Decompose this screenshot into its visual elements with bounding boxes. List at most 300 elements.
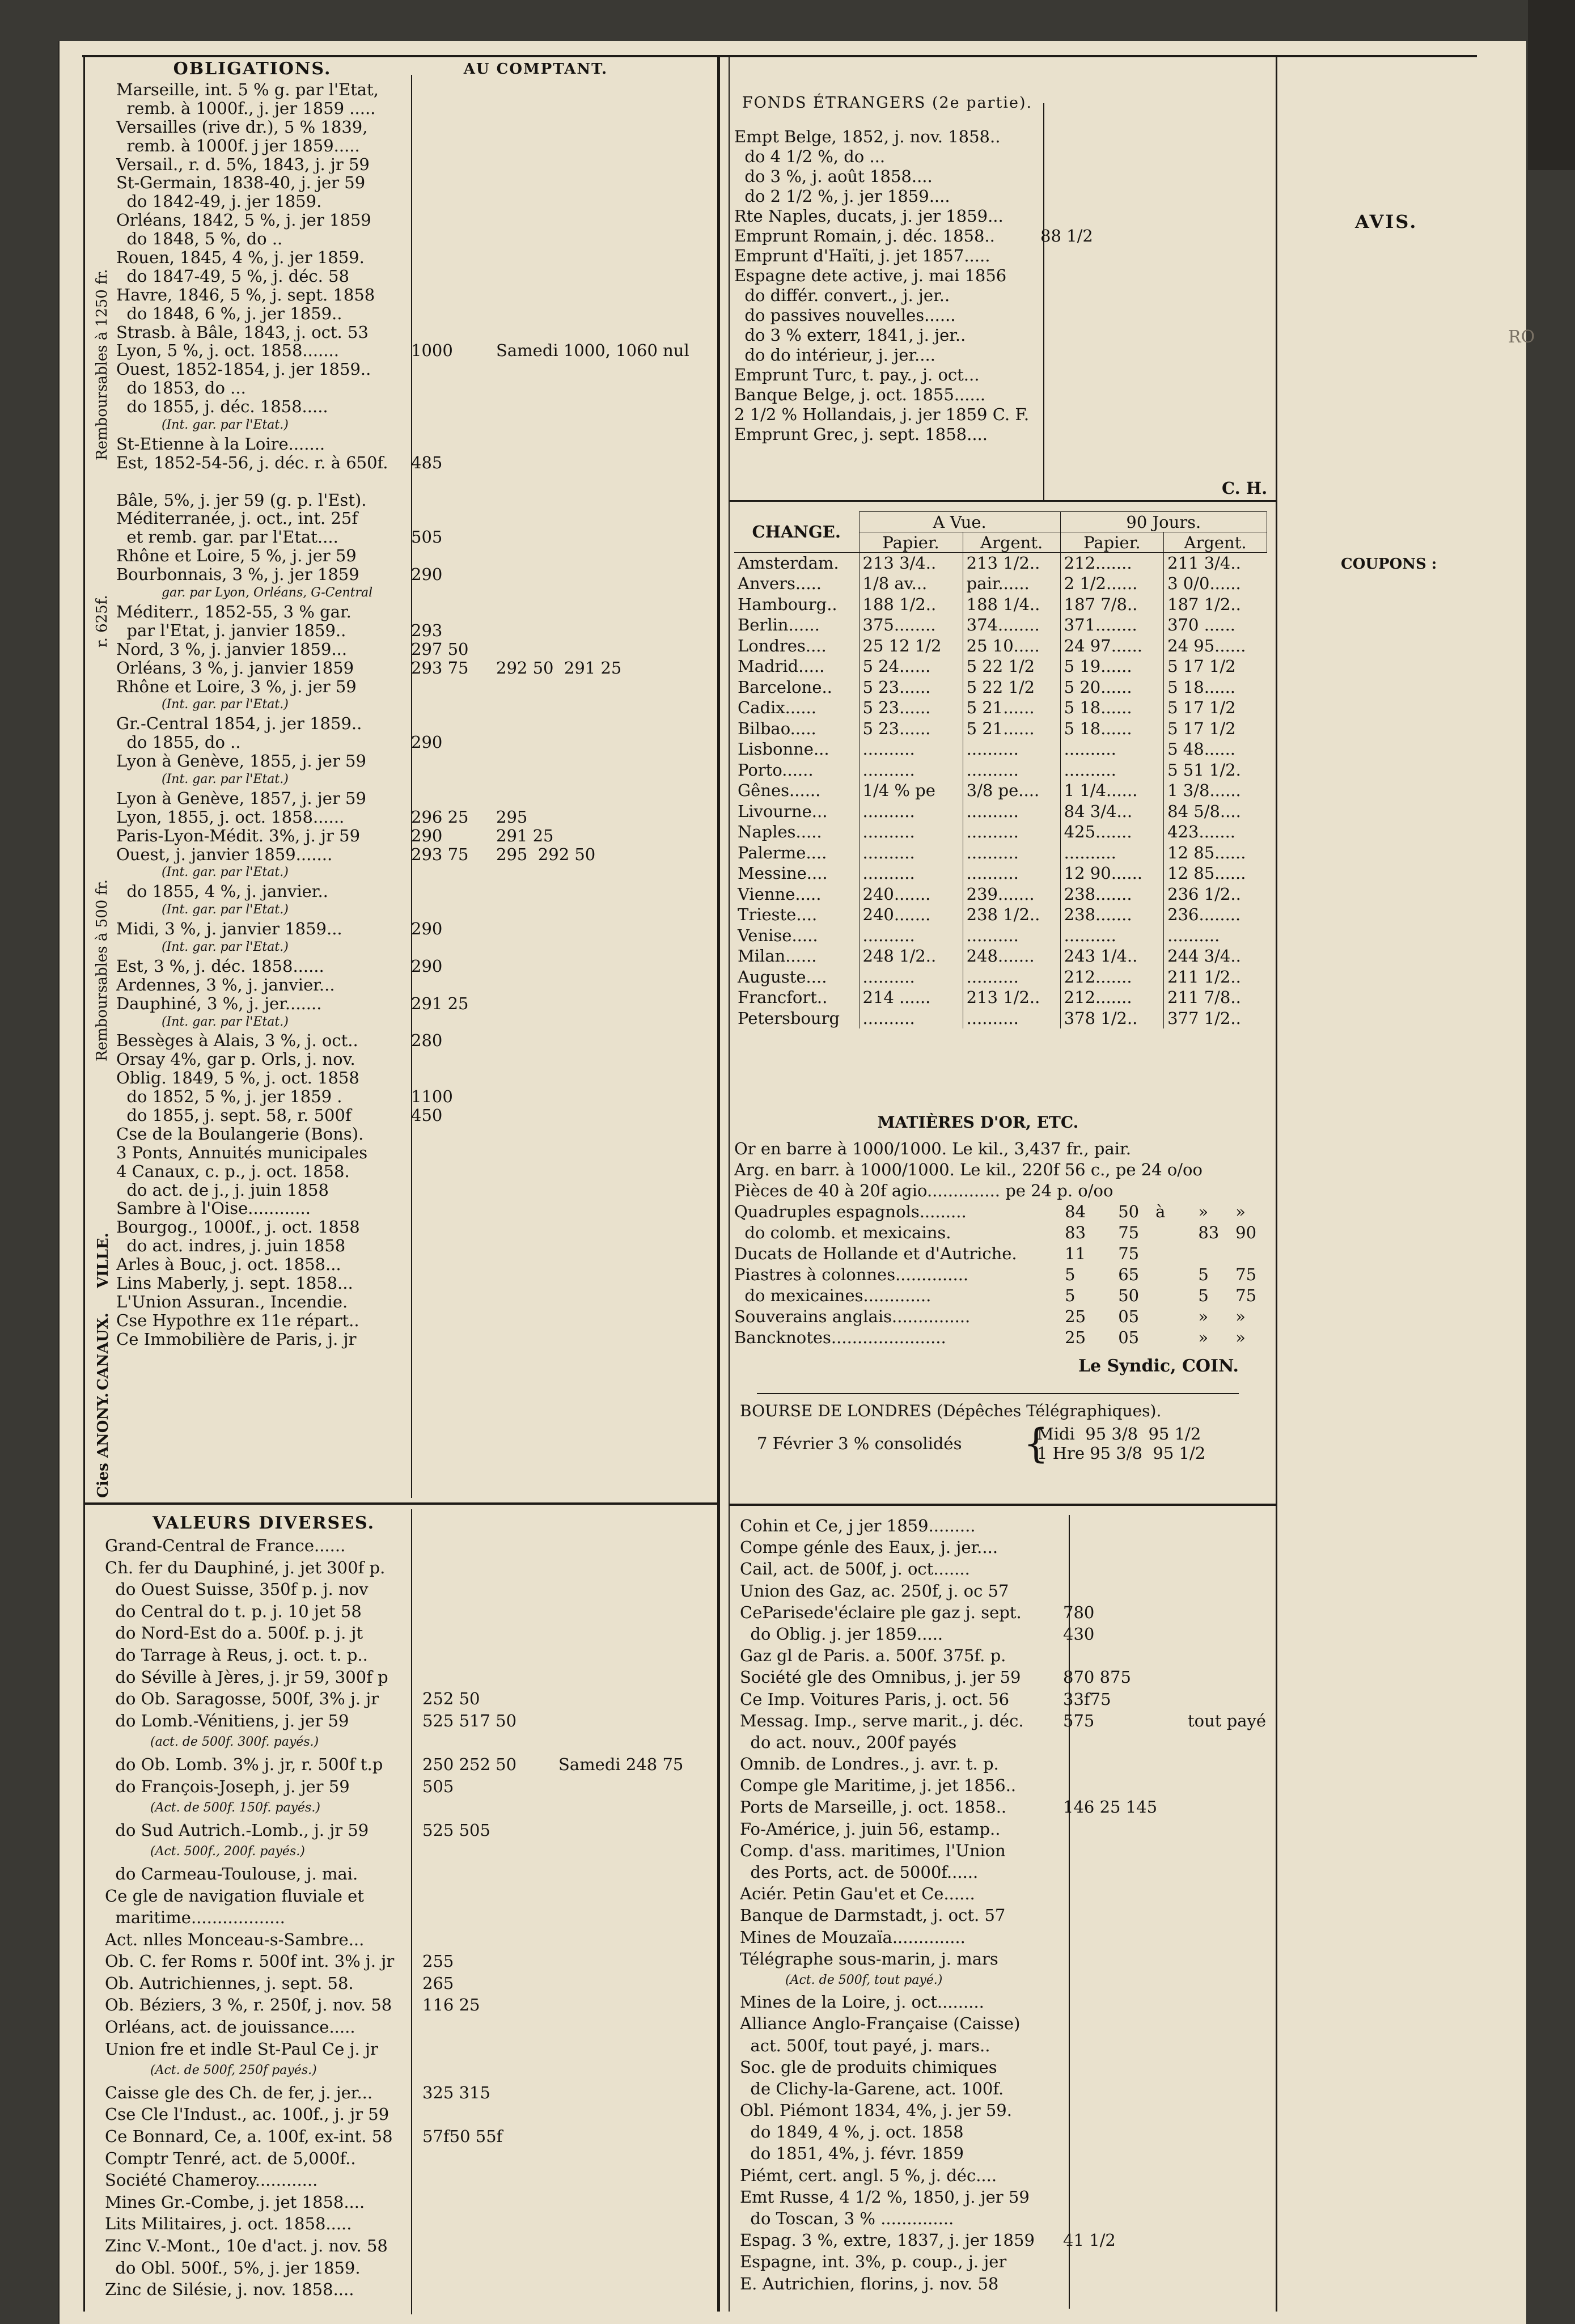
table-row bbox=[734, 760, 1267, 781]
rule-top bbox=[82, 55, 1477, 57]
row-saturday bbox=[496, 248, 712, 267]
row-price bbox=[411, 323, 496, 342]
table-row bbox=[116, 752, 712, 771]
table-row bbox=[116, 584, 712, 603]
row-label: Rte Naples, ducats, j. jer 1859... bbox=[734, 206, 1004, 226]
change-rate: .......... bbox=[1060, 843, 1163, 863]
row-label: Mines Gr.-Combe, j. jet 1858.... bbox=[105, 2192, 365, 2212]
change-rate: 84 3/4... bbox=[1060, 801, 1163, 822]
table-row bbox=[116, 379, 712, 397]
row-price bbox=[422, 1797, 558, 1819]
change-rate: 5 51 1/2. bbox=[1164, 760, 1267, 781]
row-price bbox=[422, 1863, 558, 1885]
table-row bbox=[116, 920, 712, 938]
table-row bbox=[116, 192, 712, 211]
change-rate: 12 85...... bbox=[1164, 863, 1267, 884]
table-row bbox=[734, 1327, 1273, 1348]
row-label: Cohin et Ce, j jer 1859......... bbox=[740, 1516, 976, 1535]
row-label: do act. de j., j. juin 1858 bbox=[116, 1180, 329, 1200]
row-value: 5 bbox=[1065, 1286, 1076, 1305]
row-price bbox=[1063, 1558, 1188, 1580]
change-city: Gênes...... bbox=[738, 781, 821, 801]
row-saturday bbox=[558, 2082, 712, 2104]
row-saturday bbox=[496, 547, 712, 565]
row-label: Ob. Autrichiennes, j. sept. 58. bbox=[105, 1973, 354, 1993]
jours-papier-header: Papier. bbox=[1060, 532, 1163, 553]
change-city: Auguste.... bbox=[738, 967, 827, 987]
row-price: 290 bbox=[411, 956, 443, 976]
row-label: Lyon, 5 %, j. oct. 1858....... bbox=[116, 341, 339, 361]
table-row bbox=[734, 127, 1273, 147]
table-row bbox=[740, 2186, 1273, 2208]
row-saturday bbox=[1188, 2208, 1273, 2229]
row-saturday bbox=[496, 976, 712, 994]
row-label: Ducats de Hollande et d'Autriche. bbox=[734, 1244, 1017, 1263]
table-row bbox=[105, 2126, 712, 2148]
row-label: Compe gle Maritime, j. jet 1856.. bbox=[740, 1776, 1017, 1796]
change-rate: .......... bbox=[963, 925, 1060, 946]
row-label: Société Chameroy............ bbox=[105, 2170, 318, 2190]
row-saturday bbox=[496, 211, 712, 230]
vue-argent-header: Argent. bbox=[963, 532, 1060, 553]
row-saturday bbox=[496, 1013, 712, 1032]
table-row bbox=[734, 987, 1267, 1008]
row-price bbox=[1063, 1580, 1188, 1602]
change-rate: 5 22 1/2 bbox=[963, 677, 1060, 698]
row-price bbox=[1063, 1775, 1188, 1796]
change-city: Madrid..... bbox=[738, 657, 825, 676]
table-row bbox=[116, 547, 712, 565]
row-value: 50 bbox=[1118, 1202, 1140, 1221]
table-row bbox=[116, 696, 712, 714]
table-row bbox=[734, 656, 1267, 677]
rule-obligations-bottom bbox=[83, 1502, 717, 1505]
row-price bbox=[1063, 2099, 1188, 2121]
row-label: (Int. gar. par l'Etat.) bbox=[162, 772, 289, 786]
row-saturday bbox=[558, 2279, 712, 2301]
row-saturday bbox=[558, 2213, 712, 2235]
row-price bbox=[1063, 1861, 1188, 1883]
row-price: 291 25 bbox=[411, 994, 469, 1013]
table-row bbox=[105, 1776, 712, 1798]
row-price bbox=[411, 211, 496, 230]
table-row bbox=[740, 1710, 1273, 1732]
row-label: Bessèges à Alais, 3 %, j. oct.. bbox=[116, 1031, 358, 1051]
row-value: » bbox=[1198, 1328, 1209, 1347]
row-price bbox=[422, 1907, 558, 1929]
row-value bbox=[1198, 1243, 1235, 1264]
row-saturday bbox=[1188, 2143, 1273, 2164]
row-price: 505 bbox=[422, 1776, 454, 1796]
table-row bbox=[740, 1666, 1273, 1688]
row-label: do 1853, do ... bbox=[116, 379, 246, 398]
row-saturday bbox=[1188, 1666, 1273, 1688]
row-saturday bbox=[496, 752, 712, 771]
row-saturday bbox=[496, 528, 712, 547]
row-price bbox=[1063, 1840, 1188, 1861]
londres-date: 7 Février 3 % consolidés bbox=[757, 1434, 962, 1453]
table-row bbox=[105, 1578, 712, 1601]
change-rate: 236 1/2.. bbox=[1164, 884, 1267, 905]
change-city: Porto...... bbox=[738, 760, 814, 780]
obligations-section bbox=[116, 58, 712, 1501]
row-label: do 1842-49, j. jer 1859. bbox=[116, 192, 322, 211]
change-section bbox=[734, 511, 1273, 1095]
fonds-section bbox=[734, 92, 1273, 500]
row-label: (Act. de 500f. 150f. payés.) bbox=[150, 1801, 320, 1815]
row-saturday bbox=[496, 304, 712, 323]
table-row bbox=[105, 1732, 712, 1754]
table-row bbox=[116, 416, 712, 435]
row-price bbox=[1063, 2056, 1188, 2078]
row-saturday bbox=[1188, 2078, 1273, 2099]
table-row bbox=[734, 636, 1267, 657]
row-price bbox=[411, 603, 496, 621]
table-row bbox=[105, 1688, 712, 1710]
row-saturday bbox=[1188, 2273, 1273, 2295]
table-row bbox=[105, 1557, 712, 1579]
row-saturday bbox=[1188, 1602, 1273, 1623]
row-value: » bbox=[1235, 1307, 1246, 1326]
row-label: Ob. Béziers, 3 %, r. 250f, j. nov. 58 bbox=[105, 1995, 392, 2015]
change-rate: 211 1/2.. bbox=[1164, 967, 1267, 988]
row-price: 290 bbox=[411, 565, 443, 585]
row-label: do 1849, 4 %, j. oct. 1858 bbox=[740, 2122, 964, 2142]
row-label: Mines de la Loire, j. oct......... bbox=[740, 1992, 984, 2012]
syndic-signature: Le Syndic, COIN. bbox=[1078, 1356, 1239, 1376]
row-label: Empt Belge, 1852, j. nov. 1858.. bbox=[734, 127, 1001, 146]
row-price bbox=[411, 509, 496, 528]
row-saturday bbox=[558, 1797, 712, 1819]
table-row bbox=[740, 1688, 1273, 1710]
row-saturday bbox=[1188, 2013, 1273, 2034]
table-row bbox=[105, 1929, 712, 1951]
change-rate: 213 1/2.. bbox=[963, 987, 1060, 1008]
row-label: Espagne dete active, j. mai 1856 bbox=[734, 266, 1007, 285]
row-saturday bbox=[558, 1622, 712, 1644]
valeurs-rows bbox=[105, 1535, 712, 2301]
row-label: Rhône et Loire, 5 %, j. jer 59 bbox=[116, 547, 357, 566]
row-price bbox=[1063, 2078, 1188, 2099]
row-label: Comp. d'ass. maritimes, l'Union bbox=[740, 1840, 1006, 1860]
row-saturday bbox=[1188, 1623, 1273, 1645]
row-saturday bbox=[496, 379, 712, 397]
table-row bbox=[116, 472, 712, 491]
change-rate: 239....... bbox=[963, 884, 1060, 905]
row-saturday bbox=[1188, 1536, 1273, 1558]
row-label: Marseille, int. 5 % g. par l'Etat, bbox=[116, 81, 379, 99]
change-rate: .......... bbox=[1060, 760, 1163, 781]
row-price: 290 bbox=[411, 733, 443, 752]
table-row bbox=[734, 385, 1273, 405]
row-saturday bbox=[496, 397, 712, 416]
row-saturday: Samedi 1000, 1060 nul bbox=[496, 341, 689, 361]
row-label: (Act. 500f., 200f. payés.) bbox=[150, 1844, 305, 1859]
table-row bbox=[740, 1861, 1273, 1883]
row-price bbox=[1063, 2035, 1188, 2056]
row-label: do colomb. et mexicains. bbox=[734, 1223, 951, 1242]
row-label: do 3 %, j. août 1858.... bbox=[734, 167, 933, 186]
table-row bbox=[116, 1162, 712, 1181]
table-row bbox=[116, 211, 712, 230]
rule-col-divider-2 bbox=[729, 55, 730, 2312]
row-label: de Clichy-la-Garene, act. 100f. bbox=[740, 2079, 1004, 2098]
row-label: Compe génle des Eaux, j. jer.... bbox=[740, 1538, 998, 1557]
row-value: 75 bbox=[1118, 1244, 1140, 1263]
table-row bbox=[116, 118, 712, 137]
londres-section bbox=[740, 1399, 1273, 1501]
table-row bbox=[116, 1237, 712, 1255]
table-row bbox=[734, 345, 1273, 365]
table-row bbox=[734, 967, 1267, 988]
matieres-line-1: Or en barre à 1000/1000. Le kil., 3,437 fr., pair. bbox=[734, 1139, 1131, 1158]
row-label: 4 Canaux, c. p., j. oct. 1858. bbox=[116, 1162, 350, 1181]
change-rate: .......... bbox=[859, 925, 963, 946]
row-price bbox=[411, 118, 496, 137]
row-price bbox=[411, 435, 496, 454]
change-rate: 5 24...... bbox=[859, 656, 963, 677]
row-price bbox=[411, 267, 496, 286]
londres-brace: { bbox=[1023, 1420, 1049, 1467]
row-label: do Sud Autrich.-Lomb., j. jr 59 bbox=[105, 1820, 369, 1840]
table-row bbox=[734, 822, 1267, 843]
table-row bbox=[740, 2229, 1273, 2251]
row-label: do Lomb.-Vénitiens, j. jer 59 bbox=[105, 1711, 349, 1730]
table-row bbox=[116, 901, 712, 920]
table-row bbox=[740, 1515, 1273, 1536]
row-price: 255 bbox=[422, 1952, 454, 1971]
row-value: à bbox=[1155, 1202, 1166, 1221]
row-label: do act. indres, j. juin 1858 bbox=[116, 1237, 346, 1256]
row-label: Lyon à Genève, 1855, j. jer 59 bbox=[116, 752, 366, 771]
change-rate: 244 3/4.. bbox=[1164, 946, 1267, 967]
row-label: Emprunt d'Haïti, j. jet 1857..... bbox=[734, 246, 990, 265]
row-label: do Carmeau-Toulouse, j. mai. bbox=[105, 1864, 358, 1883]
row-price bbox=[422, 1732, 558, 1754]
row-label: Emt Russe, 4 1/2 %, 1850, j. jer 59 bbox=[740, 2187, 1030, 2207]
row-saturday bbox=[558, 1885, 712, 1907]
row-saturday bbox=[558, 2169, 712, 2191]
table-row bbox=[740, 1948, 1273, 1970]
table-row bbox=[116, 1293, 712, 1311]
row-label: do 1855, do .. bbox=[116, 733, 241, 752]
change-rows bbox=[734, 553, 1267, 1029]
row-price bbox=[411, 1125, 496, 1144]
row-label: (act. de 500f. 300f. payés.) bbox=[150, 1735, 319, 1750]
row-label: Cail, act. de 500f, j. oct....... bbox=[740, 1559, 970, 1579]
change-rate: 5 21...... bbox=[963, 718, 1060, 739]
row-saturday bbox=[496, 938, 712, 957]
row-saturday bbox=[496, 99, 712, 118]
row-price bbox=[422, 1578, 558, 1601]
table-row bbox=[116, 360, 712, 379]
row-saturday bbox=[496, 714, 712, 733]
row-saturday: Samedi 248 75 bbox=[558, 1754, 684, 1774]
ch-initials: C. H. bbox=[1222, 479, 1268, 498]
row-saturday bbox=[496, 901, 712, 920]
row-price bbox=[1063, 2121, 1188, 2143]
row-saturday bbox=[496, 771, 712, 789]
table-row bbox=[105, 2279, 712, 2301]
row-saturday bbox=[496, 1274, 712, 1293]
row-price bbox=[422, 1841, 558, 1863]
row-label: Emprunt Turc, t. pay., j. oct... bbox=[734, 365, 980, 384]
table-row bbox=[105, 2191, 712, 2213]
row-saturday bbox=[1188, 1991, 1273, 2013]
change-rate: .......... bbox=[963, 739, 1060, 760]
table-row bbox=[105, 2213, 712, 2235]
row-label: do Obl. 500f., 5%, j. jer 1859. bbox=[105, 2258, 361, 2278]
avis-heading: AVIS. bbox=[1355, 211, 1418, 232]
row-label: Piastres à colonnes.............. bbox=[734, 1265, 969, 1284]
group-label-canaux: CANAUX. bbox=[95, 1313, 112, 1390]
row-saturday bbox=[496, 81, 712, 99]
table-row bbox=[105, 1907, 712, 1929]
table-row bbox=[116, 248, 712, 267]
table-row bbox=[740, 2208, 1273, 2229]
row-price bbox=[411, 752, 496, 771]
row-price bbox=[422, 1622, 558, 1644]
table-row bbox=[105, 1535, 712, 1557]
row-saturday bbox=[1188, 1818, 1273, 1840]
row-saturday bbox=[1188, 2165, 1273, 2186]
table-row bbox=[116, 1199, 712, 1218]
row-saturday bbox=[496, 1087, 712, 1106]
change-rate: 84 5/8.... bbox=[1164, 801, 1267, 822]
row-saturday bbox=[558, 2016, 712, 2038]
right-edge-fragment: RO bbox=[1508, 327, 1535, 347]
row-label: E. Autrichien, florins, j. nov. 58 bbox=[740, 2274, 999, 2293]
row-price bbox=[1063, 2143, 1188, 2164]
row-saturday bbox=[1188, 2229, 1273, 2251]
row-label: Ce Immobilière de Paris, j. jr bbox=[116, 1330, 357, 1349]
row-label: maritime.................. bbox=[105, 1908, 285, 1928]
row-label: Banque Belge, j. oct. 1855...... bbox=[734, 385, 986, 404]
row-label: Méditerranée, j. oct., int. 25f bbox=[116, 509, 358, 528]
row-label: do Toscan, 3 % .............. bbox=[740, 2209, 954, 2228]
row-saturday bbox=[496, 1199, 712, 1218]
table-row bbox=[105, 2038, 712, 2060]
change-rate: 211 7/8.. bbox=[1164, 987, 1267, 1008]
group-label-ville: VILLE. bbox=[95, 1233, 112, 1288]
row-value: 5 bbox=[1198, 1265, 1209, 1284]
change-rate: 5 48...... bbox=[1164, 739, 1267, 760]
row-saturday bbox=[1188, 1645, 1273, 1666]
row-label: Ports de Marseille, j. oct. 1858.. bbox=[740, 1797, 1007, 1817]
table-row bbox=[116, 771, 712, 789]
group-label-625: r. 625f. bbox=[94, 595, 111, 647]
row-price bbox=[411, 1237, 496, 1255]
lower-right-section bbox=[740, 1515, 1273, 2323]
row-label: (Act. de 500f, 250f payés.) bbox=[150, 2063, 317, 2078]
row-saturday bbox=[558, 1929, 712, 1951]
row-label: (Int. gar. par l'Etat.) bbox=[162, 697, 289, 712]
row-label: Quadruples espagnols......... bbox=[734, 1202, 967, 1221]
table-row bbox=[105, 1841, 712, 1863]
table-row bbox=[734, 946, 1267, 967]
row-saturday bbox=[558, 1557, 712, 1579]
fonds-title: FONDS ÉTRANGERS (2e partie). bbox=[742, 94, 1033, 112]
row-price bbox=[422, 2060, 558, 2082]
row-saturday bbox=[558, 1907, 712, 1929]
change-city: Francfort.. bbox=[738, 988, 828, 1008]
change-rate: .......... bbox=[1060, 925, 1163, 946]
table-row bbox=[734, 206, 1273, 226]
table-row bbox=[116, 99, 712, 118]
row-price bbox=[1063, 1753, 1188, 1775]
row-price: 88 1/2 bbox=[1040, 226, 1093, 245]
table-row bbox=[116, 678, 712, 696]
row-saturday bbox=[558, 1732, 712, 1754]
row-saturday bbox=[558, 2191, 712, 2213]
table-row bbox=[734, 1008, 1267, 1029]
row-label: Bâle, 5%, j. jer 59 (g. p. l'Est). bbox=[116, 490, 367, 510]
table-row bbox=[105, 1754, 712, 1776]
table-row bbox=[734, 697, 1267, 718]
table-row bbox=[116, 659, 712, 678]
row-price bbox=[1063, 1927, 1188, 1948]
table-row bbox=[740, 1970, 1273, 1991]
row-saturday bbox=[558, 1841, 712, 1863]
row-value: 83 bbox=[1198, 1223, 1220, 1242]
row-label: Comptr Tenré, act. de 5,000f.. bbox=[105, 2148, 356, 2168]
row-label: Piémt, cert. angl. 5 %, j. déc.... bbox=[740, 2165, 997, 2185]
row-price bbox=[422, 2235, 558, 2257]
row-label: Gr.-Central 1854, j. jer 1859.. bbox=[116, 714, 362, 734]
row-saturday bbox=[496, 733, 712, 752]
row-value bbox=[1155, 1285, 1198, 1306]
row-saturday bbox=[1188, 1580, 1273, 1602]
change-rate: 5 22 1/2 bbox=[963, 656, 1060, 677]
row-label: Orléans, 3 %, j. janvier 1859 bbox=[116, 658, 354, 678]
row-price bbox=[411, 882, 496, 901]
table-row bbox=[116, 938, 712, 957]
row-saturday bbox=[558, 1819, 712, 1842]
table-row bbox=[734, 306, 1273, 325]
fonds-rows bbox=[734, 127, 1273, 445]
row-saturday: 295 292 50 bbox=[496, 845, 596, 864]
row-label: Dauphiné, 3 %, j. jer....... bbox=[116, 994, 322, 1013]
change-rate: 25 10..... bbox=[963, 636, 1060, 657]
row-price bbox=[411, 360, 496, 379]
row-price bbox=[411, 1218, 496, 1237]
row-price bbox=[422, 1666, 558, 1688]
row-price bbox=[411, 1330, 496, 1349]
change-rate: 5 18...... bbox=[1060, 718, 1163, 739]
table-row bbox=[116, 565, 712, 584]
change-rate: .......... bbox=[963, 843, 1060, 863]
change-rate: 12 90...... bbox=[1060, 863, 1163, 884]
row-price bbox=[411, 696, 496, 714]
row-saturday bbox=[496, 957, 712, 976]
change-rate: 3/8 pe.... bbox=[963, 780, 1060, 801]
rule-londres-top bbox=[757, 1393, 1239, 1394]
row-value bbox=[1155, 1222, 1198, 1243]
row-saturday bbox=[558, 1666, 712, 1688]
row-label: Cse Hypothre ex 11e répart.. bbox=[116, 1311, 359, 1330]
row-price bbox=[411, 1181, 496, 1200]
row-label: (Int. gar. par l'Etat.) bbox=[162, 418, 289, 433]
table-row bbox=[734, 1201, 1273, 1222]
row-label: 3 Ponts, Annuités municipales bbox=[116, 1143, 368, 1162]
change-rate: pair...... bbox=[963, 573, 1060, 594]
change-rate: 213 1/2.. bbox=[963, 553, 1060, 574]
row-saturday bbox=[558, 2060, 712, 2082]
change-city: Londres.... bbox=[738, 636, 827, 655]
row-price: 290 bbox=[411, 826, 443, 845]
table-row bbox=[105, 1644, 712, 1666]
row-label: do act. nouv., 200f payés bbox=[740, 1732, 957, 1752]
